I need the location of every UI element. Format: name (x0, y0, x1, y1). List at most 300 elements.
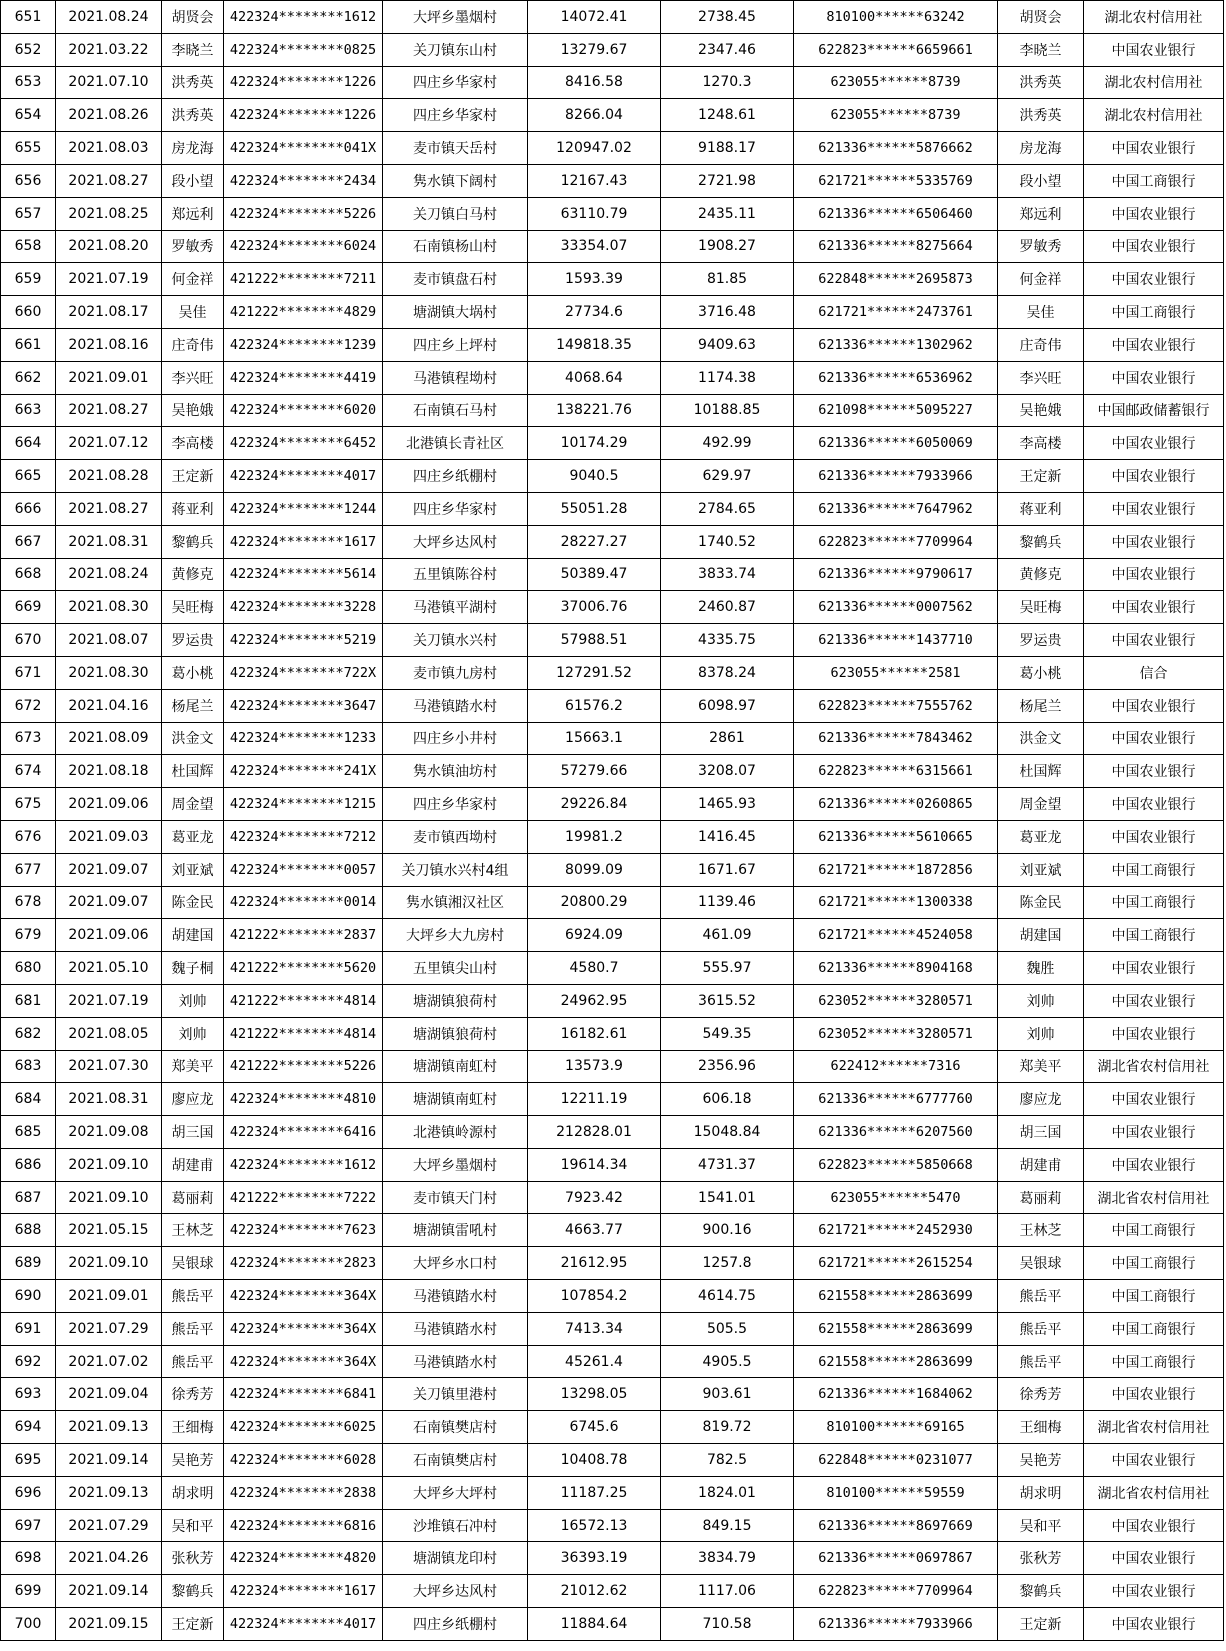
bank-cell: 中国农业银行 (1084, 820, 1224, 853)
id-number-cell: 422324********1215 (224, 788, 383, 821)
row-number-cell: 661 (1, 328, 56, 361)
address-cell: 隽水镇油坊村 (383, 755, 528, 788)
table-row (1, 525, 1224, 558)
account-holder-cell: 廖应龙 (998, 1083, 1084, 1116)
table-row (1, 984, 1224, 1017)
account-number-cell: 622823******7555762 (794, 689, 998, 722)
row-number-cell: 672 (1, 689, 56, 722)
id-number-cell: 422324********4820 (224, 1542, 383, 1575)
date-cell: 2021.08.30 (56, 656, 162, 689)
account-number-cell: 621336******6777760 (794, 1083, 998, 1116)
amount-cell: 8099.09 (528, 853, 661, 886)
subsidy-cell: 6098.97 (661, 689, 794, 722)
id-number-cell: 422324********241X (224, 755, 383, 788)
id-number-cell: 422324********722X (224, 656, 383, 689)
subsidy-cell: 9188.17 (661, 132, 794, 165)
name-cell: 吴佳 (162, 296, 224, 329)
bank-cell: 中国农业银行 (1084, 788, 1224, 821)
address-cell: 大坪乡水口村 (383, 1247, 528, 1280)
account-holder-cell: 吴银球 (998, 1247, 1084, 1280)
amount-cell: 12211.19 (528, 1083, 661, 1116)
amount-cell: 24962.95 (528, 984, 661, 1017)
date-cell: 2021.07.19 (56, 984, 162, 1017)
row-number-cell: 693 (1, 1378, 56, 1411)
subsidy-cell: 549.35 (661, 1017, 794, 1050)
id-number-cell: 422324********1612 (224, 1148, 383, 1181)
date-cell: 2021.09.01 (56, 361, 162, 394)
bank-cell: 中国工商银行 (1084, 1312, 1224, 1345)
subsidy-cell: 2347.46 (661, 33, 794, 66)
amount-cell: 45261.4 (528, 1345, 661, 1378)
amount-cell: 149818.35 (528, 328, 661, 361)
subsidy-cell: 8378.24 (661, 656, 794, 689)
amount-cell: 55051.28 (528, 492, 661, 525)
table-row (1, 689, 1224, 722)
account-holder-cell: 郑美平 (998, 1050, 1084, 1083)
bank-cell: 中国农业银行 (1084, 263, 1224, 296)
subsidy-cell: 606.18 (661, 1083, 794, 1116)
account-number-cell: 621336******1684062 (794, 1378, 998, 1411)
address-cell: 马港镇平湖村 (383, 591, 528, 624)
account-number-cell: 622823******7709964 (794, 1575, 998, 1608)
id-number-cell: 421222********7222 (224, 1181, 383, 1214)
account-number-cell: 621336******6050069 (794, 427, 998, 460)
date-cell: 2021.07.29 (56, 1509, 162, 1542)
account-holder-cell: 陈金民 (998, 886, 1084, 919)
id-number-cell: 422324********1226 (224, 99, 383, 132)
name-cell: 魏子桐 (162, 952, 224, 985)
name-cell: 葛亚龙 (162, 820, 224, 853)
id-number-cell: 422324********4017 (224, 460, 383, 493)
table-row (1, 33, 1224, 66)
row-number-cell: 690 (1, 1280, 56, 1313)
account-number-cell: 622848******0231077 (794, 1444, 998, 1477)
account-number-cell: 621721******2615254 (794, 1247, 998, 1280)
account-holder-cell: 熊岳平 (998, 1312, 1084, 1345)
table-row (1, 66, 1224, 99)
name-cell: 张秋芳 (162, 1542, 224, 1575)
date-cell: 2021.08.31 (56, 1083, 162, 1116)
amount-cell: 4663.77 (528, 1214, 661, 1247)
address-cell: 马港镇踏水村 (383, 1312, 528, 1345)
id-number-cell: 422324********3647 (224, 689, 383, 722)
bank-cell: 中国农业银行 (1084, 755, 1224, 788)
bank-cell: 中国农业银行 (1084, 1575, 1224, 1608)
address-cell: 麦市镇盘石村 (383, 263, 528, 296)
bank-cell: 中国农业银行 (1084, 984, 1224, 1017)
account-number-cell: 621558******2863699 (794, 1345, 998, 1378)
date-cell: 2021.03.22 (56, 33, 162, 66)
account-number-cell: 621721******4524058 (794, 919, 998, 952)
address-cell: 塘湖镇狼荷村 (383, 1017, 528, 1050)
account-holder-cell: 熊岳平 (998, 1345, 1084, 1378)
amount-cell: 8266.04 (528, 99, 661, 132)
account-holder-cell: 胡建国 (998, 919, 1084, 952)
date-cell: 2021.08.24 (56, 558, 162, 591)
amount-cell: 11187.25 (528, 1476, 661, 1509)
date-cell: 2021.09.14 (56, 1575, 162, 1608)
table-row (1, 1181, 1224, 1214)
id-number-cell: 422324********6020 (224, 394, 383, 427)
bank-cell: 中国农业银行 (1084, 1444, 1224, 1477)
row-number-cell: 687 (1, 1181, 56, 1214)
table-row (1, 1017, 1224, 1050)
amount-cell: 127291.52 (528, 656, 661, 689)
account-holder-cell: 熊岳平 (998, 1280, 1084, 1313)
amount-cell: 16572.13 (528, 1509, 661, 1542)
table-row (1, 427, 1224, 460)
subsidy-cell: 1174.38 (661, 361, 794, 394)
name-cell: 吴旺梅 (162, 591, 224, 624)
subsidy-cell: 1908.27 (661, 230, 794, 263)
address-cell: 关刀镇白马村 (383, 197, 528, 230)
subsidy-cell: 849.15 (661, 1509, 794, 1542)
subsidy-cell: 1257.8 (661, 1247, 794, 1280)
subsidy-cell: 1117.06 (661, 1575, 794, 1608)
name-cell: 吴艳娥 (162, 394, 224, 427)
date-cell: 2021.09.06 (56, 788, 162, 821)
account-holder-cell: 王林芝 (998, 1214, 1084, 1247)
row-number-cell: 676 (1, 820, 56, 853)
table-row (1, 1116, 1224, 1149)
row-number-cell: 664 (1, 427, 56, 460)
address-cell: 大坪乡大坪村 (383, 1476, 528, 1509)
date-cell: 2021.08.24 (56, 1, 162, 34)
subsidy-cell: 629.97 (661, 460, 794, 493)
address-cell: 大坪乡达风村 (383, 1575, 528, 1608)
address-cell: 麦市镇天门村 (383, 1181, 528, 1214)
name-cell: 周金望 (162, 788, 224, 821)
bank-cell: 中国农业银行 (1084, 230, 1224, 263)
account-holder-cell: 庄奇伟 (998, 328, 1084, 361)
amount-cell: 10408.78 (528, 1444, 661, 1477)
subsidy-cell: 2356.96 (661, 1050, 794, 1083)
address-cell: 大坪乡大九房村 (383, 919, 528, 952)
name-cell: 李高楼 (162, 427, 224, 460)
address-cell: 石南镇杨山村 (383, 230, 528, 263)
account-number-cell: 622823******5850668 (794, 1148, 998, 1181)
table-row (1, 197, 1224, 230)
account-number-cell: 622823******6659661 (794, 33, 998, 66)
name-cell: 郑远利 (162, 197, 224, 230)
id-number-cell: 422324********1226 (224, 66, 383, 99)
date-cell: 2021.09.07 (56, 886, 162, 919)
bank-cell: 中国农业银行 (1084, 197, 1224, 230)
bank-cell: 中国工商银行 (1084, 1280, 1224, 1313)
date-cell: 2021.07.19 (56, 263, 162, 296)
table-row (1, 952, 1224, 985)
amount-cell: 61576.2 (528, 689, 661, 722)
subsidy-cell: 492.99 (661, 427, 794, 460)
table-row (1, 1247, 1224, 1280)
name-cell: 李晓兰 (162, 33, 224, 66)
bank-cell: 中国农业银行 (1084, 525, 1224, 558)
amount-cell: 7923.42 (528, 1181, 661, 1214)
bank-cell: 中国农业银行 (1084, 460, 1224, 493)
account-number-cell: 621721******1872856 (794, 853, 998, 886)
account-number-cell: 621721******2473761 (794, 296, 998, 329)
date-cell: 2021.08.31 (56, 525, 162, 558)
name-cell: 何金祥 (162, 263, 224, 296)
name-cell: 黎鹤兵 (162, 1575, 224, 1608)
address-cell: 五里镇陈谷村 (383, 558, 528, 591)
name-cell: 洪金文 (162, 722, 224, 755)
address-cell: 麦市镇天岳村 (383, 132, 528, 165)
bank-cell: 中国邮政储蓄银行 (1084, 394, 1224, 427)
bank-cell: 中国农业银行 (1084, 1378, 1224, 1411)
subsidy-cell: 3833.74 (661, 558, 794, 591)
account-holder-cell: 洪秀英 (998, 66, 1084, 99)
name-cell: 房龙海 (162, 132, 224, 165)
bank-cell: 信合 (1084, 656, 1224, 689)
account-holder-cell: 黎鹤兵 (998, 525, 1084, 558)
account-number-cell: 623055******8739 (794, 66, 998, 99)
account-holder-cell: 吴艳芳 (998, 1444, 1084, 1477)
address-cell: 塘湖镇南虹村 (383, 1050, 528, 1083)
account-holder-cell: 吴旺梅 (998, 591, 1084, 624)
subsidy-cell: 4335.75 (661, 624, 794, 657)
bank-cell: 中国工商银行 (1084, 164, 1224, 197)
bank-cell: 中国农业银行 (1084, 591, 1224, 624)
amount-cell: 16182.61 (528, 1017, 661, 1050)
date-cell: 2021.08.28 (56, 460, 162, 493)
date-cell: 2021.08.18 (56, 755, 162, 788)
account-number-cell: 623052******3280571 (794, 1017, 998, 1050)
row-number-cell: 668 (1, 558, 56, 591)
id-number-cell: 422324********1233 (224, 722, 383, 755)
subsidy-cell: 81.85 (661, 263, 794, 296)
table-row (1, 296, 1224, 329)
id-number-cell: 422324********2823 (224, 1247, 383, 1280)
table-row (1, 1542, 1224, 1575)
account-holder-cell: 罗运贵 (998, 624, 1084, 657)
account-holder-cell: 葛小桃 (998, 656, 1084, 689)
account-holder-cell: 杜国辉 (998, 755, 1084, 788)
amount-cell: 120947.02 (528, 132, 661, 165)
address-cell: 石南镇石马村 (383, 394, 528, 427)
row-number-cell: 699 (1, 1575, 56, 1608)
account-number-cell: 810100******69165 (794, 1411, 998, 1444)
row-number-cell: 682 (1, 1017, 56, 1050)
address-cell: 塘湖镇狼荷村 (383, 984, 528, 1017)
account-number-cell: 622823******7709964 (794, 525, 998, 558)
subsidy-cell: 1139.46 (661, 886, 794, 919)
name-cell: 陈金民 (162, 886, 224, 919)
account-number-cell: 621336******9790617 (794, 558, 998, 591)
row-number-cell: 653 (1, 66, 56, 99)
name-cell: 胡三国 (162, 1116, 224, 1149)
amount-cell: 4068.64 (528, 361, 661, 394)
account-number-cell: 623052******3280571 (794, 984, 998, 1017)
id-number-cell: 422324********0825 (224, 33, 383, 66)
account-number-cell: 621336******8904168 (794, 952, 998, 985)
account-holder-cell: 王定新 (998, 1608, 1084, 1641)
subsidy-cell: 710.58 (661, 1608, 794, 1641)
address-cell: 马港镇踏水村 (383, 1280, 528, 1313)
address-cell: 马港镇踏水村 (383, 689, 528, 722)
account-number-cell: 623055******2581 (794, 656, 998, 689)
account-holder-cell: 洪秀英 (998, 99, 1084, 132)
name-cell: 熊岳平 (162, 1312, 224, 1345)
row-number-cell: 655 (1, 132, 56, 165)
name-cell: 洪秀英 (162, 66, 224, 99)
name-cell: 罗敏秀 (162, 230, 224, 263)
id-number-cell: 421222********7211 (224, 263, 383, 296)
row-number-cell: 684 (1, 1083, 56, 1116)
account-holder-cell: 蒋亚利 (998, 492, 1084, 525)
date-cell: 2021.08.27 (56, 164, 162, 197)
subsidy-cell: 782.5 (661, 1444, 794, 1477)
address-cell: 塘湖镇雷吼村 (383, 1214, 528, 1247)
account-holder-cell: 洪金文 (998, 722, 1084, 755)
subsidy-cell: 1248.61 (661, 99, 794, 132)
address-cell: 大坪乡达风村 (383, 525, 528, 558)
date-cell: 2021.08.27 (56, 394, 162, 427)
table-row (1, 755, 1224, 788)
row-number-cell: 692 (1, 1345, 56, 1378)
bank-cell: 中国农业银行 (1084, 1542, 1224, 1575)
id-number-cell: 422324********2434 (224, 164, 383, 197)
subsidy-cell: 3208.07 (661, 755, 794, 788)
account-holder-cell: 吴佳 (998, 296, 1084, 329)
account-holder-cell: 房龙海 (998, 132, 1084, 165)
subsidy-cell: 1824.01 (661, 1476, 794, 1509)
table-row (1, 919, 1224, 952)
date-cell: 2021.09.04 (56, 1378, 162, 1411)
table-row (1, 1312, 1224, 1345)
amount-cell: 28227.27 (528, 525, 661, 558)
row-number-cell: 659 (1, 263, 56, 296)
bank-cell: 中国农业银行 (1084, 33, 1224, 66)
bank-cell: 中国工商银行 (1084, 919, 1224, 952)
account-holder-cell: 王细梅 (998, 1411, 1084, 1444)
bank-cell: 中国农业银行 (1084, 1148, 1224, 1181)
account-number-cell: 621098******5095227 (794, 394, 998, 427)
date-cell: 2021.04.26 (56, 1542, 162, 1575)
id-number-cell: 421222********5620 (224, 952, 383, 985)
account-number-cell: 621336******0260865 (794, 788, 998, 821)
amount-cell: 10174.29 (528, 427, 661, 460)
account-holder-cell: 杨尾兰 (998, 689, 1084, 722)
name-cell: 熊岳平 (162, 1345, 224, 1378)
account-number-cell: 621721******1300338 (794, 886, 998, 919)
table-row (1, 1214, 1224, 1247)
row-number-cell: 695 (1, 1444, 56, 1477)
account-number-cell: 621558******2863699 (794, 1280, 998, 1313)
date-cell: 2021.08.03 (56, 132, 162, 165)
table-row (1, 1083, 1224, 1116)
id-number-cell: 421222********5226 (224, 1050, 383, 1083)
subsidy-cell: 1416.45 (661, 820, 794, 853)
bank-cell: 湖北农村信用社 (1084, 1, 1224, 34)
account-number-cell: 621336******8697669 (794, 1509, 998, 1542)
account-holder-cell: 葛亚龙 (998, 820, 1084, 853)
date-cell: 2021.08.30 (56, 591, 162, 624)
subsidy-cell: 2784.65 (661, 492, 794, 525)
address-cell: 大坪乡墨烟村 (383, 1, 528, 34)
bank-cell: 湖北农村信用社 (1084, 99, 1224, 132)
account-holder-cell: 周金望 (998, 788, 1084, 821)
row-number-cell: 671 (1, 656, 56, 689)
name-cell: 徐秀芳 (162, 1378, 224, 1411)
id-number-cell: 422324********364X (224, 1280, 383, 1313)
date-cell: 2021.09.13 (56, 1476, 162, 1509)
row-number-cell: 686 (1, 1148, 56, 1181)
id-number-cell: 422324********4810 (224, 1083, 383, 1116)
table-body (1, 1, 1224, 1641)
row-number-cell: 680 (1, 952, 56, 985)
id-number-cell: 422324********1612 (224, 1, 383, 34)
bank-cell: 中国农业银行 (1084, 427, 1224, 460)
date-cell: 2021.08.09 (56, 722, 162, 755)
account-number-cell: 623055******8739 (794, 99, 998, 132)
amount-cell: 21012.62 (528, 1575, 661, 1608)
subsidy-cell: 1671.67 (661, 853, 794, 886)
bank-cell: 中国农业银行 (1084, 1509, 1224, 1542)
row-number-cell: 685 (1, 1116, 56, 1149)
account-holder-cell: 黄修克 (998, 558, 1084, 591)
row-number-cell: 696 (1, 1476, 56, 1509)
date-cell: 2021.09.06 (56, 919, 162, 952)
table-row (1, 1476, 1224, 1509)
row-number-cell: 662 (1, 361, 56, 394)
account-number-cell: 621336******6506460 (794, 197, 998, 230)
date-cell: 2021.09.07 (56, 853, 162, 886)
table-row (1, 1, 1224, 34)
account-holder-cell: 李晓兰 (998, 33, 1084, 66)
date-cell: 2021.08.07 (56, 624, 162, 657)
id-number-cell: 422324********1239 (224, 328, 383, 361)
id-number-cell: 422324********0014 (224, 886, 383, 919)
name-cell: 王定新 (162, 1608, 224, 1641)
account-holder-cell: 李兴旺 (998, 361, 1084, 394)
subsidy-cell: 4731.37 (661, 1148, 794, 1181)
table-row (1, 1411, 1224, 1444)
table-row (1, 263, 1224, 296)
amount-cell: 57988.51 (528, 624, 661, 657)
table-row (1, 492, 1224, 525)
date-cell: 2021.07.29 (56, 1312, 162, 1345)
address-cell: 隽水镇下阔村 (383, 164, 528, 197)
bank-cell: 中国农业银行 (1084, 689, 1224, 722)
subsidy-cell: 461.09 (661, 919, 794, 952)
subsidy-cell: 1465.93 (661, 788, 794, 821)
bank-cell: 中国工商银行 (1084, 853, 1224, 886)
account-number-cell: 621336******8275664 (794, 230, 998, 263)
bank-cell: 中国工商银行 (1084, 1214, 1224, 1247)
account-holder-cell: 魏胜 (998, 952, 1084, 985)
row-number-cell: 670 (1, 624, 56, 657)
name-cell: 黄修克 (162, 558, 224, 591)
table-row (1, 656, 1224, 689)
account-number-cell: 621336******5610665 (794, 820, 998, 853)
row-number-cell: 700 (1, 1608, 56, 1641)
row-number-cell: 651 (1, 1, 56, 34)
address-cell: 麦市镇西坳村 (383, 820, 528, 853)
subsidy-cell: 2738.45 (661, 1, 794, 34)
id-number-cell: 422324********2838 (224, 1476, 383, 1509)
subsidy-cell: 555.97 (661, 952, 794, 985)
date-cell: 2021.09.01 (56, 1280, 162, 1313)
amount-cell: 33354.07 (528, 230, 661, 263)
account-number-cell: 622848******2695873 (794, 263, 998, 296)
bank-cell: 中国农业银行 (1084, 558, 1224, 591)
amount-cell: 107854.2 (528, 1280, 661, 1313)
account-number-cell: 621336******7843462 (794, 722, 998, 755)
subsidy-cell: 9409.63 (661, 328, 794, 361)
name-cell: 胡建甫 (162, 1148, 224, 1181)
id-number-cell: 422324********4419 (224, 361, 383, 394)
